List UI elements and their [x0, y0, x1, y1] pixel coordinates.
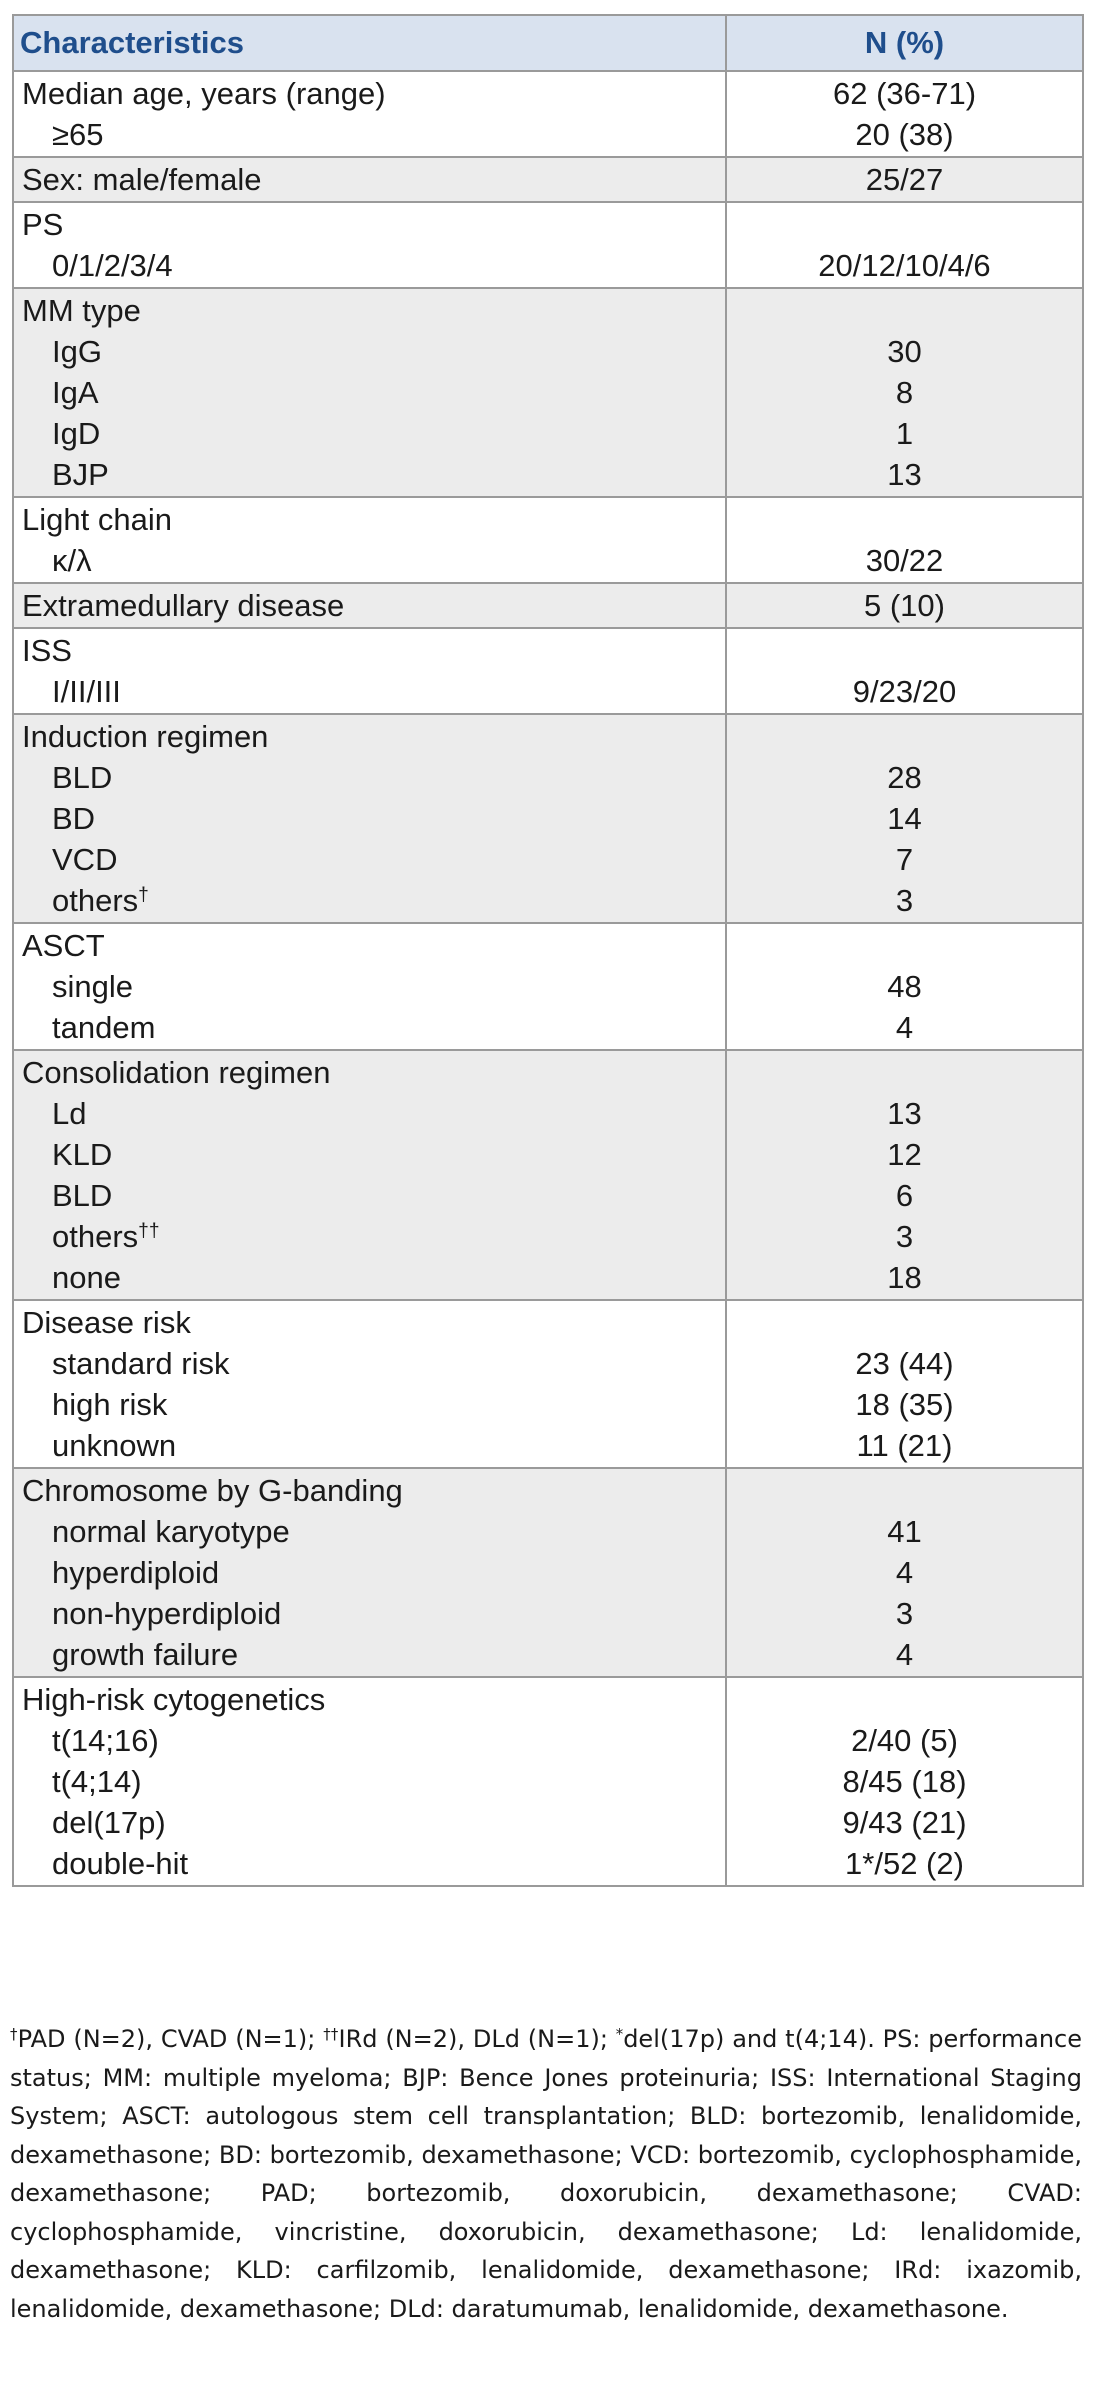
characteristic-cell	[13, 923, 726, 1050]
group-title: Induction regimen	[22, 719, 269, 754]
abbreviations-text: PS: performance status; MM: multiple myeloma; BJP: Bence Jones proteinuria; ISS: International Staging System; ASCT: autologous stem cell transplantation; BLD: bortezomib, lenalidomide, dexamethasone; BD: bortezomib, dexamethasone; VCD: bortezomib, cyclophosphamide, dexamethasone; PAD; bortezomib, doxorubicin, dexamethasone; CVAD: cyclophosphamide, vincristine, doxorubicin, dexamethasone; Ld: lenalidomide, dexamethasone; KLD: carfilzomib, lenalidomide, dexamethasone; IRd: ixazomib, lenalidomide, dexamethasone; DLd: daratumumab, lenalidomide, dexamethasone.	[10, 2025, 1083, 2323]
table-group	[13, 1468, 1083, 1677]
sub-item	[22, 1802, 725, 1843]
table-row	[13, 1050, 1083, 1300]
characteristics-table-container	[12, 14, 1082, 1887]
header-characteristics: Characteristics	[13, 15, 726, 71]
sub-item	[22, 1761, 725, 1802]
group-title: Disease risk	[22, 1305, 191, 1340]
table-row	[13, 157, 1083, 202]
sub-item-value: 18 (35)	[855, 1387, 954, 1422]
group-title: Median age, years (range)	[22, 76, 386, 111]
table-footnote	[10, 2020, 1082, 2328]
group-title: Consolidation regimen	[22, 1055, 331, 1090]
sub-item	[22, 1093, 725, 1134]
sub-item-label: single	[52, 969, 133, 1004]
table-row	[13, 202, 1083, 288]
sub-item-label: none	[52, 1260, 121, 1295]
footnote-mark: ††	[138, 1220, 160, 1242]
sub-item-value: 3	[895, 883, 914, 918]
sub-item	[22, 1216, 725, 1257]
sub-item-label: high risk	[52, 1387, 168, 1422]
sub-item-label: others	[52, 883, 139, 918]
group-title: High-risk cytogenetics	[22, 1682, 326, 1717]
sub-item-value: 12	[887, 1137, 922, 1172]
sub-item-label: ≥65	[52, 117, 104, 152]
characteristic-cell	[13, 157, 726, 202]
characteristic-cell	[13, 714, 726, 923]
value-cell	[726, 1050, 1083, 1300]
value-cell	[726, 1677, 1083, 1886]
sub-item-value: 13	[887, 457, 922, 492]
group-title-value: 25/27	[865, 162, 944, 197]
value-cell	[726, 714, 1083, 923]
dagger-footnote: PAD (N=2), CVAD (N=1);	[17, 2025, 324, 2053]
table-row	[13, 1677, 1083, 1886]
group-title: Light chain	[22, 502, 172, 537]
sub-item-label: IgD	[52, 416, 101, 451]
sub-item	[22, 1007, 725, 1048]
sub-item-value: 11 (21)	[856, 1428, 953, 1463]
characteristic-cell	[13, 583, 726, 628]
value-cell	[726, 1300, 1083, 1468]
table-row	[13, 497, 1083, 583]
sub-item-value: 28	[887, 760, 922, 795]
table-row	[13, 71, 1083, 157]
group-title-value	[727, 290, 1082, 331]
group-title-value	[727, 630, 1082, 671]
table-group	[13, 497, 1083, 583]
sub-item-value: 14	[887, 801, 922, 836]
group-title-value: 62 (36-71)	[832, 76, 977, 111]
sub-item	[22, 671, 725, 712]
group-title-value	[727, 1302, 1082, 1343]
value-cell	[726, 202, 1083, 288]
group-title: Sex: male/female	[22, 162, 262, 197]
value-cell	[726, 497, 1083, 583]
sub-item-value: 30	[887, 334, 922, 369]
sub-item-label: 0/1/2/3/4	[52, 248, 173, 283]
sub-item	[22, 1843, 725, 1884]
table-row	[13, 583, 1083, 628]
sub-item	[22, 1552, 725, 1593]
sub-item-label: normal karyotype	[52, 1514, 290, 1549]
double-dagger-footnote: IRd (N=2), DLd (N=1);	[338, 2025, 616, 2053]
sub-item	[22, 1134, 725, 1175]
sub-item-value: 1	[895, 416, 914, 451]
value-cell	[726, 157, 1083, 202]
sub-item	[22, 757, 725, 798]
sub-item-label: KLD	[52, 1137, 113, 1172]
characteristic-cell	[13, 1300, 726, 1468]
sub-item-label: BJP	[52, 457, 109, 492]
group-title-value: 5 (10)	[864, 588, 945, 623]
sub-item-label: others	[52, 1219, 139, 1254]
value-cell	[726, 583, 1083, 628]
sub-item	[22, 245, 725, 286]
table-row	[13, 923, 1083, 1050]
sub-item-value: 30/22	[865, 543, 944, 578]
sub-item-value: 4	[895, 1010, 914, 1045]
table-row	[13, 1300, 1083, 1468]
double-dagger-mark: ††	[323, 2024, 339, 2043]
sub-item-label: unknown	[52, 1428, 177, 1463]
characteristic-cell	[13, 497, 726, 583]
dagger-mark: †	[10, 2024, 18, 2043]
sub-item-value: 3	[895, 1596, 914, 1631]
sub-item	[22, 1343, 725, 1384]
sub-item-value: 4	[895, 1555, 914, 1590]
group-title-value	[727, 716, 1082, 757]
characteristic-cell	[13, 71, 726, 157]
sub-item	[22, 1593, 725, 1634]
sub-item	[22, 1634, 725, 1675]
characteristics-table	[12, 14, 1084, 1887]
sub-item-value: 8	[895, 375, 914, 410]
table-group	[13, 628, 1083, 714]
sub-item-value: 41	[887, 1514, 922, 1549]
asterisk-mark: *	[615, 2024, 624, 2043]
sub-item-label: del(17p)	[52, 1805, 166, 1840]
sub-item	[22, 454, 725, 495]
table-row	[13, 1468, 1083, 1677]
sub-item-label: t(4;14)	[52, 1764, 142, 1799]
sub-item-value: 4	[895, 1637, 914, 1672]
sub-item	[22, 413, 725, 454]
table-row	[13, 714, 1083, 923]
table-group	[13, 1300, 1083, 1468]
sub-item-label: double-hit	[52, 1846, 189, 1881]
group-title-value	[727, 1470, 1082, 1511]
sub-item-value: 48	[887, 969, 922, 1004]
sub-item	[22, 798, 725, 839]
sub-item-label: tandem	[52, 1010, 156, 1045]
sub-item	[22, 1720, 725, 1761]
sub-item-label: VCD	[52, 842, 118, 877]
sub-item-value: 6	[895, 1178, 914, 1213]
characteristic-cell	[13, 1468, 726, 1677]
group-title: Extramedullary disease	[22, 588, 345, 623]
sub-item-value: 3	[895, 1219, 914, 1254]
value-cell	[726, 1468, 1083, 1677]
characteristic-cell	[13, 1677, 726, 1886]
characteristic-cell	[13, 1050, 726, 1300]
sub-item-value: 20/12/10/4/6	[818, 248, 991, 283]
value-cell	[726, 923, 1083, 1050]
characteristic-cell	[13, 202, 726, 288]
group-title: ISS	[22, 633, 72, 668]
value-cell	[726, 288, 1083, 497]
table-group	[13, 923, 1083, 1050]
table-group	[13, 157, 1083, 202]
value-cell	[726, 71, 1083, 157]
group-title-value	[727, 1052, 1082, 1093]
group-title: ASCT	[22, 928, 105, 963]
table-group	[13, 202, 1083, 288]
group-title: PS	[22, 207, 64, 242]
table-group	[13, 583, 1083, 628]
sub-item	[22, 114, 725, 155]
sub-item-value: 13	[887, 1096, 922, 1131]
sub-item-value: 23 (44)	[855, 1346, 954, 1381]
sub-item-label: BLD	[52, 760, 113, 795]
sub-item-value: 20 (38)	[855, 117, 954, 152]
sub-item-label: t(14;16)	[52, 1723, 159, 1758]
group-title: Chromosome by G-banding	[22, 1473, 403, 1508]
table-row	[13, 628, 1083, 714]
sub-item-label: IgA	[52, 375, 99, 410]
sub-item-label: standard risk	[52, 1346, 230, 1381]
sub-item-label: κ/λ	[52, 543, 92, 578]
table-group	[13, 288, 1083, 497]
characteristic-cell	[13, 288, 726, 497]
footnote-mark: †	[138, 884, 149, 906]
sub-item	[22, 1175, 725, 1216]
value-cell	[726, 628, 1083, 714]
sub-item-label: BLD	[52, 1178, 113, 1213]
sub-item-label: non-hyperdiploid	[52, 1596, 282, 1631]
table-group	[13, 1050, 1083, 1300]
sub-item	[22, 1511, 725, 1552]
sub-item-value: 7	[895, 842, 914, 877]
sub-item-label: IgG	[52, 334, 102, 369]
sub-item-label: Ld	[52, 1096, 87, 1131]
group-title-value	[727, 1679, 1082, 1720]
sub-item-label: hyperdiploid	[52, 1555, 220, 1590]
asterisk-footnote: del(17p) and t(4;14).	[623, 2025, 875, 2053]
table-header-row	[13, 15, 1083, 71]
table-row	[13, 288, 1083, 497]
sub-item-value: 2/40 (5)	[851, 1723, 958, 1758]
sub-item	[22, 966, 725, 1007]
group-title: MM type	[22, 293, 141, 328]
table-group	[13, 1677, 1083, 1886]
sub-item-value: 18	[887, 1260, 922, 1295]
sub-item	[22, 540, 725, 581]
sub-item	[22, 880, 725, 921]
sub-item-value: 9/43 (21)	[842, 1805, 967, 1840]
group-title-value	[727, 204, 1082, 245]
sub-item	[22, 331, 725, 372]
sub-item-value: 1*/52 (2)	[845, 1846, 964, 1881]
group-title-value	[727, 499, 1082, 540]
table-group	[13, 71, 1083, 157]
sub-item	[22, 1384, 725, 1425]
sub-item	[22, 1257, 725, 1298]
characteristic-cell	[13, 628, 726, 714]
table-group	[13, 714, 1083, 923]
sub-item-value: 8/45 (18)	[842, 1764, 967, 1799]
sub-item	[22, 372, 725, 413]
sub-item-value: 9/23/20	[852, 674, 957, 709]
sub-item-label: I/II/III	[52, 674, 121, 709]
group-title-value	[727, 925, 1082, 966]
sub-item	[22, 839, 725, 880]
sub-item	[22, 1425, 725, 1466]
sub-item-label: growth failure	[52, 1637, 239, 1672]
header-n-percent: N (%)	[726, 15, 1083, 71]
sub-item-label: BD	[52, 801, 96, 836]
